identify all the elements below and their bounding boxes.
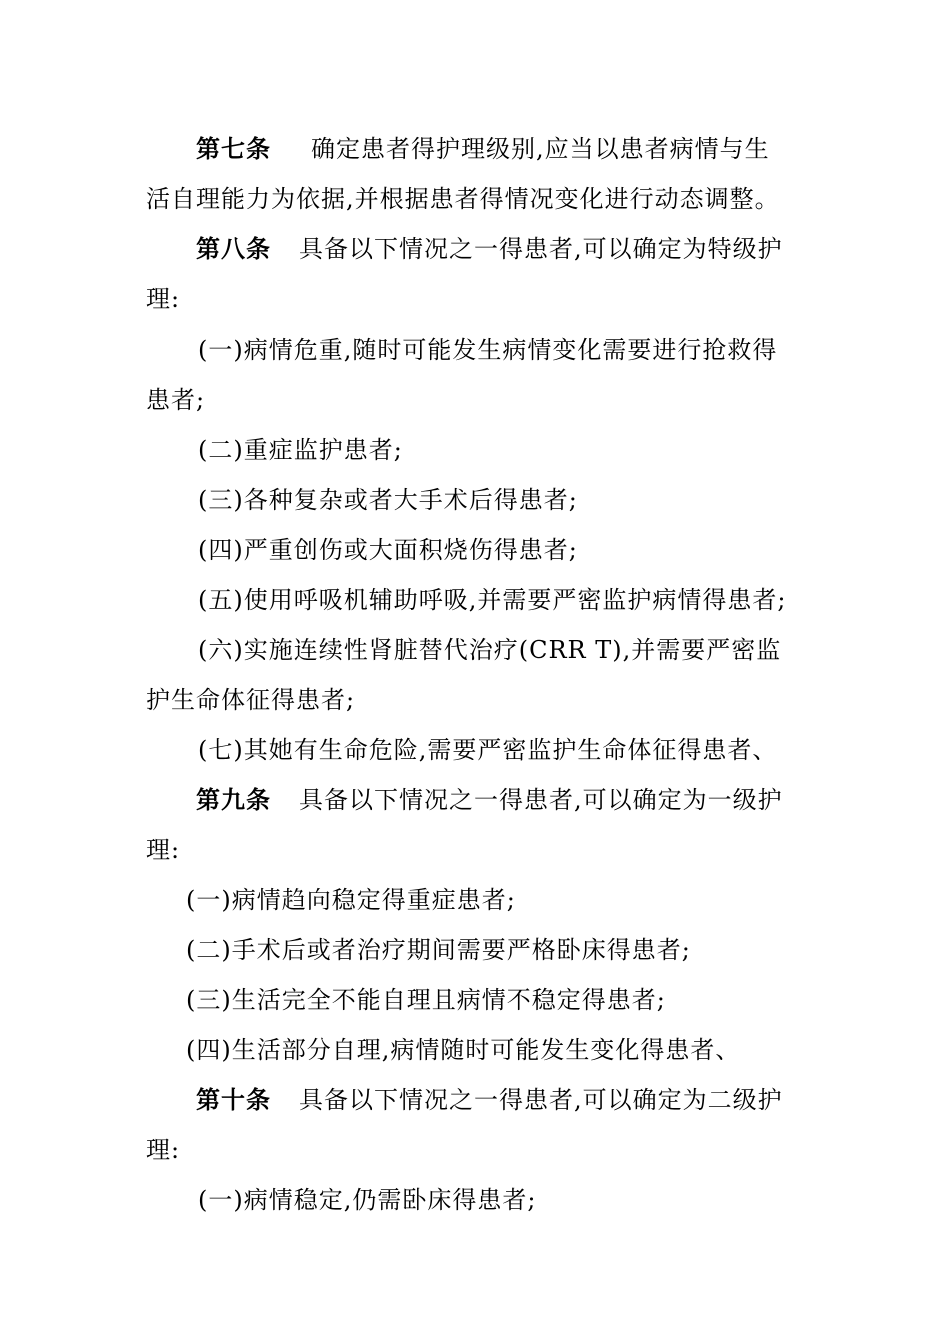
article-8-item-1-cont: 患者; bbox=[146, 386, 206, 414]
article-7-text-1: 确定患者得护理级别,应当以患者病情与生 bbox=[311, 135, 770, 163]
article-10-title: 第十条 bbox=[196, 1085, 271, 1114]
article-9-item-3: (三)生活完全不能自理且病情不稳定得患者; bbox=[186, 986, 666, 1014]
article-8-text-1: 具备以下情况之一得患者,可以确定为特级护 bbox=[299, 235, 783, 263]
article-8-item-1: (一)病情危重,随时可能发生病情变化需要进行抢救得 bbox=[198, 336, 778, 364]
article-9-line-2: 理: bbox=[146, 836, 181, 864]
article-8-item-3: (三)各种复杂或者大手术后得患者; bbox=[198, 486, 578, 514]
article-10-line-2: 理: bbox=[146, 1136, 181, 1164]
article-8-item-2: (二)重症监护患者; bbox=[198, 436, 403, 464]
article-8-item-6: (六)实施连续性肾脏替代治疗(CRR T),并需要严密监 bbox=[198, 636, 782, 664]
article-8-line-2: 理: bbox=[146, 285, 181, 313]
article-10-item-1: (一)病情稳定,仍需卧床得患者; bbox=[198, 1186, 537, 1214]
article-9-item-2: (二)手术后或者治疗期间需要严格卧床得患者; bbox=[186, 936, 691, 964]
article-9-title: 第九条 bbox=[196, 785, 271, 814]
article-9-line-1 bbox=[196, 785, 783, 815]
article-9-item-1: (一)病情趋向稳定得重症患者; bbox=[186, 886, 516, 914]
article-8-item-6-cont: 护生命体征得患者; bbox=[146, 686, 356, 714]
article-8-line-1 bbox=[196, 234, 783, 264]
article-9-text-1: 具备以下情况之一得患者,可以确定为一级护 bbox=[299, 786, 783, 814]
article-9-item-4: (四)生活部分自理,病情随时可能发生变化得患者、 bbox=[186, 1036, 741, 1064]
article-7-line-1 bbox=[196, 134, 770, 164]
article-10-line-1 bbox=[196, 1085, 783, 1115]
article-7-line-2: 活自理能力为依据,并根据患者得情况变化进行动态调整。 bbox=[146, 185, 780, 213]
article-8-item-4: (四)严重创伤或大面积烧伤得患者; bbox=[198, 536, 578, 564]
article-8-item-7: (七)其她有生命危险,需要严密监护生命体征得患者、 bbox=[198, 736, 778, 764]
article-8-item-5: (五)使用呼吸机辅助呼吸,并需要严密监护病情得患者; bbox=[198, 586, 787, 614]
article-10-text-1: 具备以下情况之一得患者,可以确定为二级护 bbox=[299, 1086, 783, 1114]
article-7-title: 第七条 bbox=[196, 134, 271, 163]
article-8-title: 第八条 bbox=[196, 234, 271, 263]
